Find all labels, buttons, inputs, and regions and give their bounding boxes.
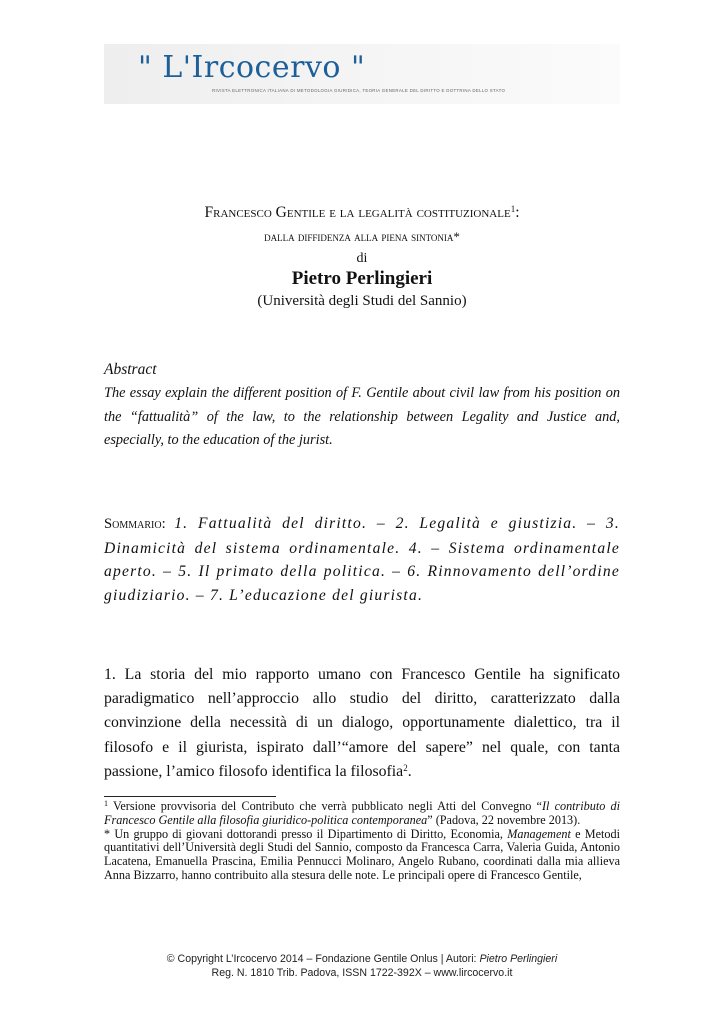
article-title: Francesco Gentile e la legalità costituzionale$^1$:	[204, 204, 520, 221]
summary-label: Sommario:	[104, 516, 166, 532]
footnote-ref-star[interactable]: *	[453, 229, 460, 244]
abstract-text: The essay explain the different position of F. Gentile about civil law from his position on the “fattualità” of the law, to the relationship between Legality and Justice and, especially, to the education of the jurist.	[104, 385, 620, 448]
footnote-separator	[104, 796, 276, 797]
article-subtitle: dalla diffidenza alla piena sintonia*	[264, 229, 460, 244]
author-affiliation: (Università degli Studi del Sannio)	[257, 293, 467, 309]
footnote-star: * Un gruppo di giovani dottorandi presso il Dipartimento di Diritto, Economia, Management e Metodi quantitativi dell’Università degli Studi del Sannio, composto da Francesca Carra, Valeria Guida, Antonio Lacatena, Emanuella Prascina, Emilia Pennucci Molinaro, Angelo Rubano, coordinati dalla mia allieva Anna Bizzarro, hanno contribuito alla stesura delle note. Le principali opere di Francesco Gentile,	[104, 826, 620, 882]
summary	[104, 512, 620, 607]
footnote-ref-2[interactable]: 2	[403, 762, 408, 773]
by-label: di	[356, 251, 368, 266]
abstract-heading: Abstract	[104, 361, 157, 378]
page-footer	[104, 952, 620, 980]
journal-tagline: RIVISTA ELETTRONICA ITALIANA DI METODOLOGIA GIURIDICA, TEORIA GENERALE DEL DIRITTO E DOTTRINA DELLO STATO	[212, 88, 506, 93]
footnote-1: $^1$ Versione provvisoria del Contributo che verrà pubblicato negli Atti del Convegno “Il contributo di Francesco Gentile alla filosofia giuridico-politica contemporanea” (Padova, 22 novembre 2013).	[104, 799, 620, 827]
footnote-ref-1[interactable]: 1	[510, 204, 516, 214]
footer-copyright: © Copyright L’Ircocervo 2014 – Fondazione Gentile Onlus | Autori: Pietro Perlingieri	[166, 953, 558, 965]
footnotes	[104, 800, 620, 883]
journal-banner	[104, 44, 620, 104]
summary-items: 1. Fattualità del diritto. – 2. Legalità e giustizia. – 3. Dinamicità del sistema ordinamentale. 4. – Sistema ordinamentale aperto. – 5. Il primato della politica. – 6. Rinnovamento dell’ordine giudiziario. – 7. L’educazione del giurista.	[104, 515, 620, 604]
journal-logo: " L'Ircocervo "	[138, 50, 366, 85]
footer-registration: Reg. N. 1810 Trib. Padova, ISSN 1722-392X – www.lircocervo.it	[211, 967, 513, 979]
author-name: Pietro Perlingieri	[291, 268, 433, 289]
body-paragraph: 1. La storia del mio rapporto umano con Francesco Gentile ha significato paradigmatico nell’approccio allo studio del diritto, caratterizzato dalla convinzione della necessità di un dialogo, opportunamente dialettico, tra il filosofo e il giurista, ispirato dall’“amore del sapere” nel quale, con tanta passione, l’amico filosofo identifica la filosofia$^2$.	[104, 666, 620, 780]
